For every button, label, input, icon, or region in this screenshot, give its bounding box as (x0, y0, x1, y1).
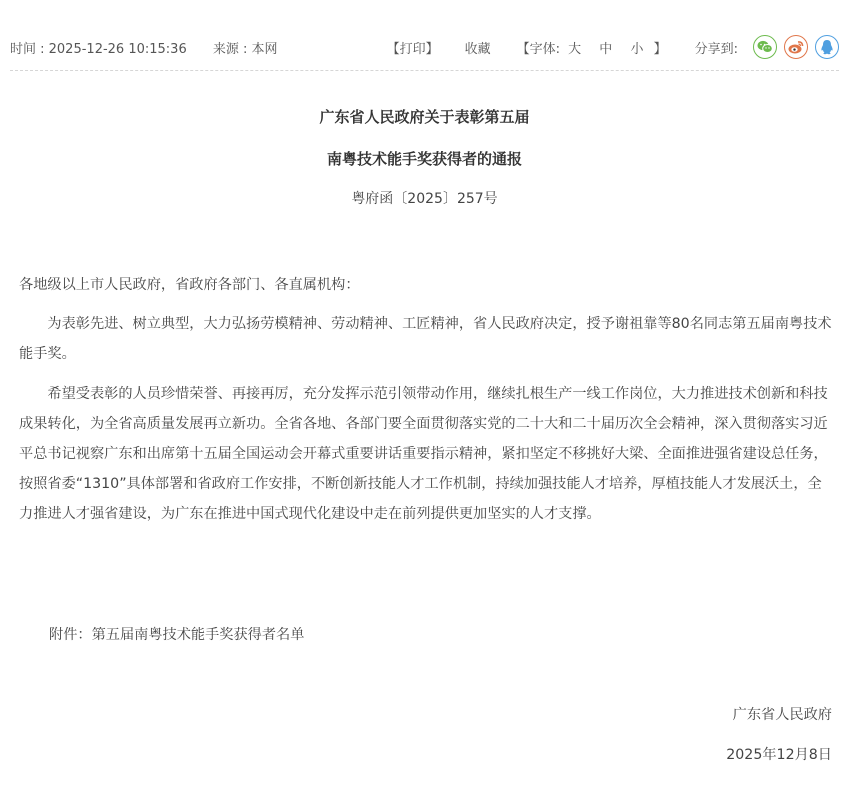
share-qq-button[interactable] (815, 35, 839, 59)
article-source: 来源 : 本网 (212, 42, 278, 57)
font-size-label: 【字体: (516, 41, 560, 57)
article-tools (387, 34, 839, 60)
font-size-medium-button[interactable]: 中 (599, 41, 613, 57)
document-number: 粤府函〔2025〕257号 (351, 191, 498, 207)
document-title-line2: 南粤技术能手奖获得者的通报 (326, 150, 522, 168)
share-weibo-button[interactable] (784, 35, 808, 59)
body-paragraph-2: 希望受表彰的人员珍惜荣誉、再接再厉，充分发挥示范引领带动作用，继续扎根生产一线工作岗位，大力推进技术创新和科技成果转化，为全省高质量发展再立新功。全省各地、各部门要全面贯彻落实党的二十大和二十届历次全会精神，深入贯彻落实习近平总书记视察广东和出席第十五届全国运动会开幕式重要讲话重要指示精神，紧扣坚定不移挑好大梁、全面推进强省建设总任务，按照省委“1310”具体部署和省政府工作安排，不断创新技能人才工作机制，持续加强技能人才培养，厚植技能人才发展沃土，全力推进人才强省建设，为广东在推进中国式现代化建设中走在前列提供更加坚实的人才支撑。 (19, 386, 828, 522)
article-meta (10, 38, 300, 57)
share-label: 分享到: (694, 41, 738, 57)
publish-time: 时间 : 2025-12-26 10:15:36 (10, 42, 187, 57)
print-button[interactable]: 【打印】 (386, 41, 439, 57)
article-meta-bar (10, 34, 839, 60)
signature-organization: 广东省人民政府 (732, 707, 832, 723)
wechat-icon (757, 40, 773, 54)
salutation: 各地级以上市人民政府，省政府各部门、各直属机构： (19, 277, 360, 293)
signature-date: 2025年12月8日 (726, 747, 832, 763)
document-title-line1: 广东省人民政府关于表彰第五届 (319, 108, 530, 126)
attachment-link[interactable]: 附件：第五届南粤技术能手奖获得者名单 (49, 627, 305, 643)
font-size-bracket: 】 (653, 41, 667, 57)
favorite-button[interactable]: 收藏 (464, 41, 491, 57)
weibo-icon (788, 40, 804, 54)
share-wechat-button[interactable] (753, 35, 777, 59)
font-size-small-button[interactable]: 小 (630, 41, 644, 57)
body-paragraph-1: 为表彰先进、树立典型，大力弘扬劳模精神、劳动精神、工匠精神，省人民政府决定，授予谢祖靠等80名同志第五届南粤技术能手奖。 (19, 316, 832, 362)
meta-divider (10, 70, 839, 71)
font-size-large-button[interactable]: 大 (568, 41, 582, 57)
font-size-controls (517, 38, 667, 57)
qq-penguin-icon (820, 39, 834, 55)
